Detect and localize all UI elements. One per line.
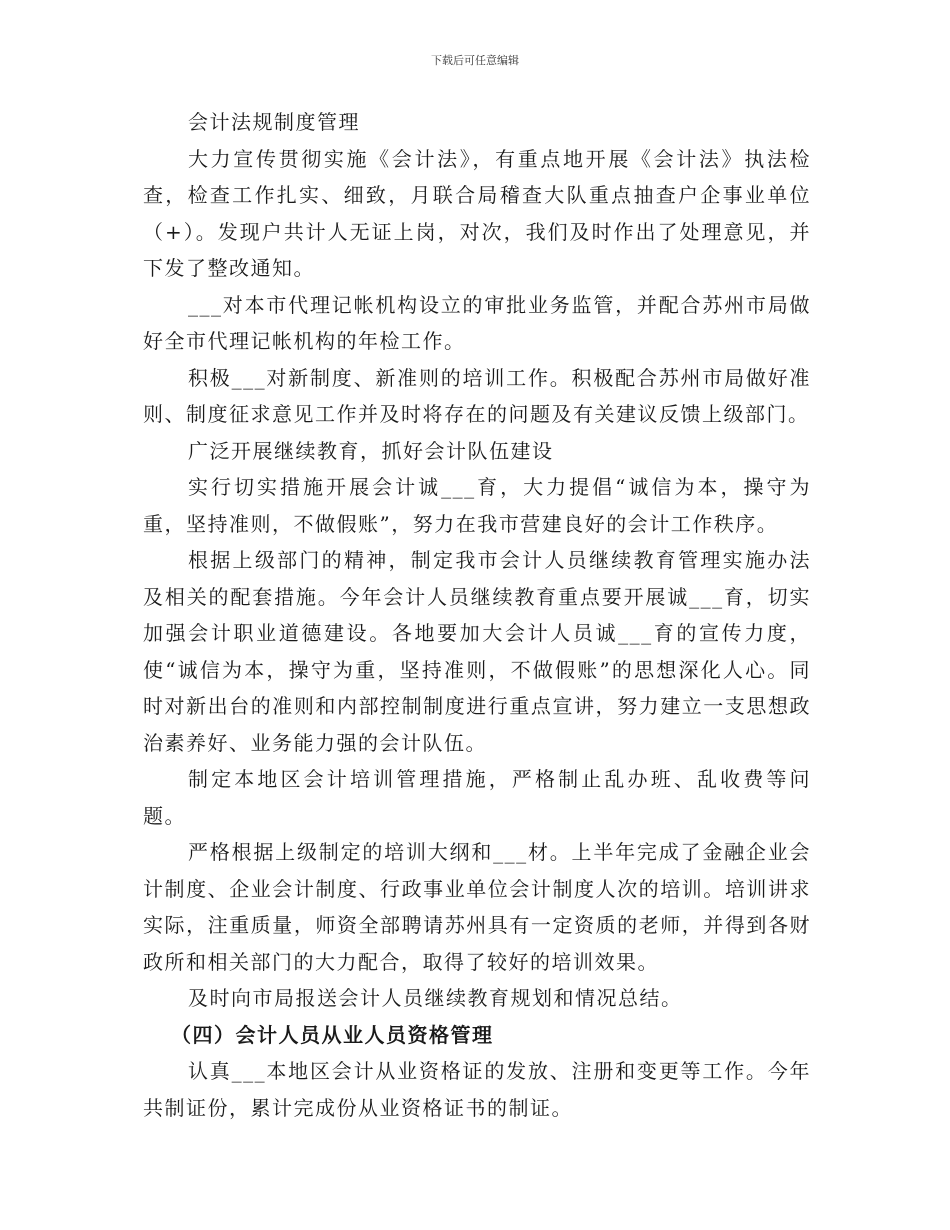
paragraph-certificates: 认真___本地区会计从业资格证的发放、注册和变更等工作。今年共制证份，累计完成份从业资格证书的制证。 <box>143 1059 811 1120</box>
paragraph-bookkeeping-agencies: ___对本市代理记帐机构设立的审批业务监管，并配合苏州市局做好全市代理记帐机构的年检工作。 <box>143 292 811 353</box>
paragraph-new-standards-training: 积极___对新制度、新准则的培训工作。积极配合苏州市局做好准则、制度征求意见工作并及时将存在的问题及有关建议反馈上级部门。 <box>143 365 811 426</box>
paragraph-education-measures: 根据上级部门的精神，制定我市会计人员继续教育管理实施办法及相关的配套措施。今年会计人员继续教育重点要开展诚___育，切实加强会计职业道德建设。各地要加大会计人员诚___育的宣传力度，使“诚信为本，操守为重，坚持准则，不做假账”的思想深化人心。同时对新出台的准则和内部控制制度进行重点宣讲，努力建立一支思想政治素养好、业务能力强的会计队伍。 <box>143 548 811 755</box>
paragraph-training-management: 制定本地区会计培训管理措施，严格制止乱办班、乱收费等问题。 <box>143 767 811 828</box>
document-body <box>143 104 811 1126</box>
paragraph-report-summary: 及时向市局报送会计人员继续教育规划和情况总结。 <box>188 986 683 1010</box>
paragraph-accounting-law: 大力宣传贯彻实施《会计法》，有重点地开展《会计法》执法检查，检查工作扎实、细致，月联合局稽查大队重点抽查户企事业单位（+）。发现户共计人无证上岗，对次，我们及时作出了处理意见，并下发了整改通知。 <box>143 146 811 280</box>
paragraph-integrity-education: 实行切实措施开展会计诚___育，大力提倡“诚信为本，操守为重，坚持准则，不做假账”，努力在我市营建良好的会计工作秩序。 <box>143 475 811 536</box>
section-heading-regulations: 会计法规制度管理 <box>188 110 360 134</box>
section-heading-continuing-education: 广泛开展继续教育，抓好会计队伍建设 <box>188 438 554 463</box>
section-heading-qualification: （四）会计人员从业人员资格管理 <box>171 1022 494 1047</box>
paragraph-training-syllabus: 严格根据上级制定的培训大纲和___材。上半年完成了金融企业会计制度、企业会计制度、行政事业单位会计制度人次的培训。培训讲求实际，注重质量，师资全部聘请苏州具有一定资质的老师，并得到各财政所和相关部门的大力配合，取得了较好的培训效果。 <box>143 840 811 974</box>
page-header-note: 下载后可任意编辑 <box>431 54 519 67</box>
